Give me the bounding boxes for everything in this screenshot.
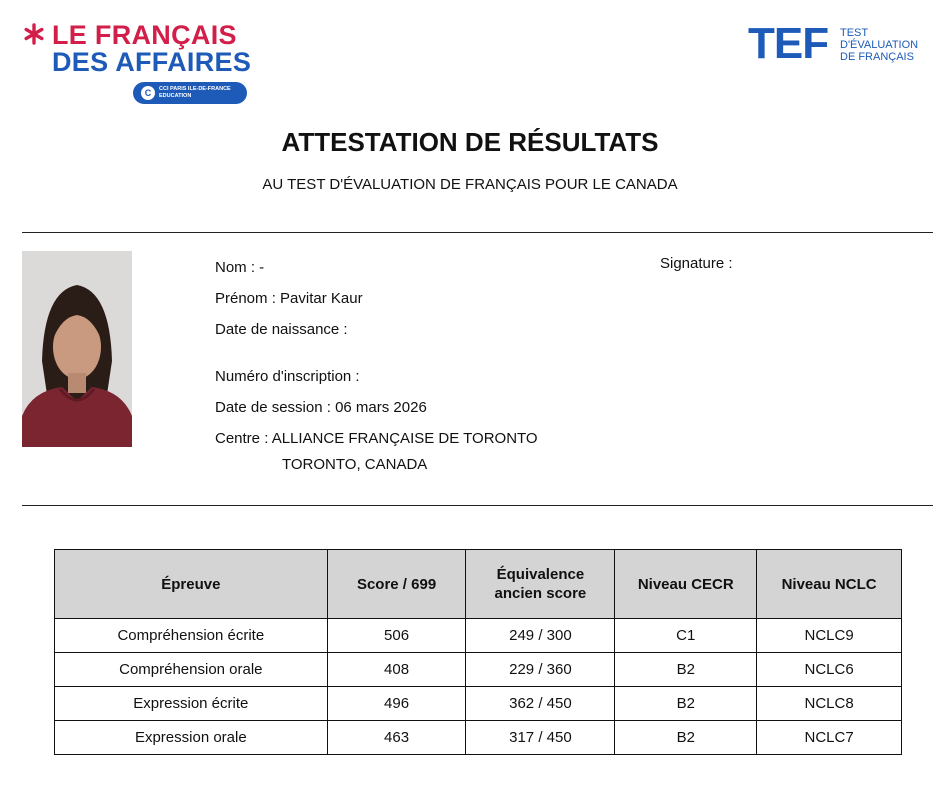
header-score: Score / 699 <box>327 550 466 619</box>
cell-cecr: B2 <box>615 721 757 755</box>
candidate-photo <box>22 251 132 447</box>
signature-label: Signature : <box>660 255 733 272</box>
cell-score: 463 <box>327 721 466 755</box>
table-row <box>55 721 902 755</box>
logo-line-1: LE FRANÇAIS <box>52 20 237 50</box>
table-row <box>55 687 902 721</box>
cci-badge-line-2: EDUCATION <box>159 92 192 99</box>
cell-epreuve: Expression orale <box>55 721 328 755</box>
cell-epreuve: Compréhension orale <box>55 653 328 687</box>
cell-equivalence: 362 / 450 <box>466 687 615 721</box>
cell-score: 408 <box>327 653 466 687</box>
header-equivalence <box>466 550 615 619</box>
tef-tagline-line-3: DE FRANÇAIS <box>840 51 914 63</box>
cell-cecr: B2 <box>615 687 757 721</box>
results-table <box>54 549 902 755</box>
field-date-naissance: Date de naissance : <box>215 321 348 338</box>
tef-tagline-line-1: TEST <box>840 27 869 39</box>
tef-tagline-line-2: D'ÉVALUATION <box>840 39 919 51</box>
cell-epreuve: Expression écrite <box>55 687 328 721</box>
cell-score: 506 <box>327 619 466 653</box>
document-title: ATTESTATION DE RÉSULTATS <box>281 127 659 157</box>
header-niveau-nclc: Niveau NCLC <box>757 550 902 619</box>
table-row <box>55 619 902 653</box>
candidate-portrait-image <box>22 251 132 447</box>
header-epreuve: Épreuve <box>55 550 328 619</box>
asterisk-icon <box>22 22 46 46</box>
header-equivalence-text: Équivalence ancien score <box>494 566 587 602</box>
cell-cecr: B2 <box>615 653 757 687</box>
cell-equivalence: 317 / 450 <box>466 721 615 755</box>
cell-score: 496 <box>327 687 466 721</box>
cci-badge <box>133 82 247 104</box>
cell-equivalence: 249 / 300 <box>466 619 615 653</box>
field-centre: Centre : ALLIANCE FRANÇAISE DE TORONTO <box>215 430 538 447</box>
document-subtitle: AU TEST D'ÉVALUATION DE FRANÇAIS POUR LE CANADA <box>262 176 678 193</box>
cell-equivalence: 229 / 360 <box>466 653 615 687</box>
field-numero-inscription: Numéro d'inscription : <box>215 368 360 385</box>
cci-badge-text <box>159 86 231 99</box>
tef-tagline <box>840 27 918 63</box>
cell-epreuve: Compréhension écrite <box>55 619 328 653</box>
tef-acronym: TEF <box>748 19 829 68</box>
field-prenom: Prénom : Pavitar Kaur <box>215 290 363 307</box>
logo-line-2: DES AFFAIRES <box>52 47 252 77</box>
header-niveau-cecr: Niveau CECR <box>615 550 757 619</box>
bottom-divider <box>22 505 933 506</box>
field-nom: Nom : - <box>215 259 265 276</box>
cell-nclc: NCLC8 <box>757 687 902 721</box>
field-centre-city: TORONTO, CANADA <box>282 456 428 473</box>
table-row <box>55 653 902 687</box>
cci-mark-icon: C <box>141 86 155 100</box>
cell-nclc: NCLC9 <box>757 619 902 653</box>
field-date-session: Date de session : 06 mars 2026 <box>215 399 427 416</box>
top-divider <box>22 232 933 233</box>
cell-cecr: C1 <box>615 619 757 653</box>
cell-nclc: NCLC7 <box>757 721 902 755</box>
table-header-row <box>55 550 902 619</box>
cci-badge-line-1: CCI PARIS ILE-DE-FRANCE <box>159 86 231 92</box>
cell-nclc: NCLC6 <box>757 653 902 687</box>
